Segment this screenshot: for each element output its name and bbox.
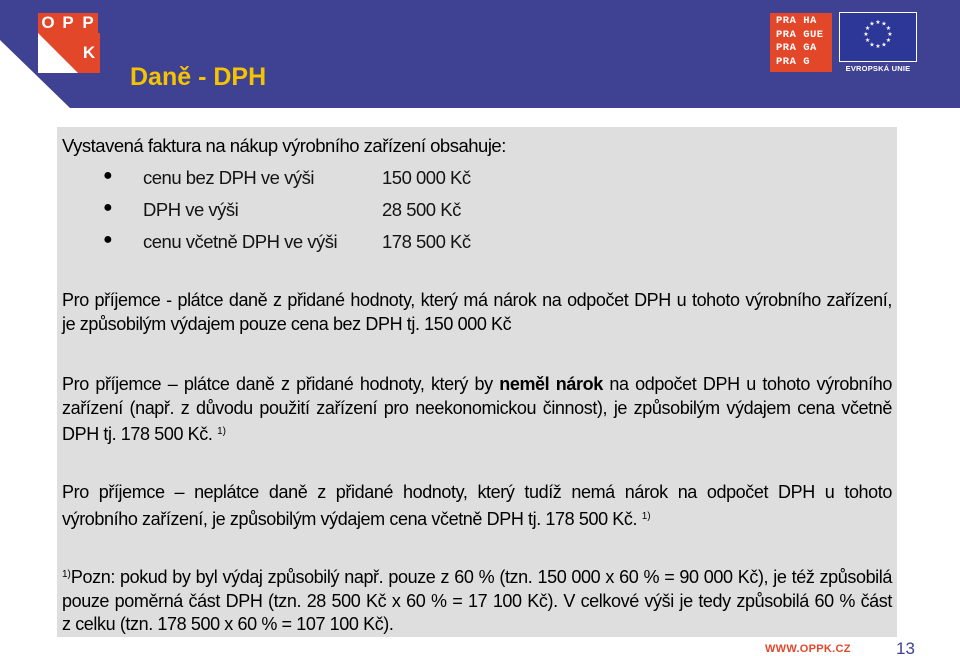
price-list xyxy=(57,167,657,263)
item-value: 178 500 Kč xyxy=(382,231,471,252)
paragraph-payer-without-deduction xyxy=(62,373,892,447)
footnote-line: z celku (tzn. 178 500 x 60 % = 107 100 Kč). xyxy=(62,614,394,634)
svg-text:★: ★ xyxy=(881,41,887,49)
paragraph-line: Pro příjemce – neplátce daně z přidané hodnoty, který tudíž nemá nárok na odpočet DPH u tohoto xyxy=(62,482,892,502)
paragraph-line: zařízení (např. z důvodu použití zařízení pro neekonomickou činnost), je způsobilým výdajem cena včetně xyxy=(62,397,892,418)
bullet-icon: ● xyxy=(103,199,113,216)
slide-header xyxy=(0,0,960,108)
eu-flag-icon xyxy=(839,12,917,62)
svg-text:★: ★ xyxy=(864,25,871,32)
paragraph-payer-with-deduction xyxy=(62,289,892,336)
emphasis-text: neměl nárok xyxy=(499,374,603,394)
footnote-marker: 1) xyxy=(62,569,71,580)
svg-text:★: ★ xyxy=(864,37,871,44)
item-value: 150 000 Kč xyxy=(382,167,471,188)
footnote xyxy=(62,563,892,637)
paragraph-text: Pro příjemce – plátce daně z přidané hodnoty, který by xyxy=(62,374,500,394)
list-item xyxy=(57,167,657,199)
oppk-letter: K xyxy=(78,33,100,73)
svg-text:★: ★ xyxy=(885,25,892,32)
oppk-letter: O xyxy=(38,13,58,33)
footer-url-link[interactable]: WWW.OPPK.CZ xyxy=(765,643,851,655)
eu-logo xyxy=(839,12,917,74)
eu-label: EVROPSKÁ UNIE xyxy=(845,64,911,73)
paragraph-text: na odpočet DPH u tohoto výrobního xyxy=(602,374,892,394)
footnote-reference: 1) xyxy=(217,426,226,437)
footnote-line xyxy=(62,563,892,590)
paragraph-line: je způsobilým výdajem pouze cena bez DPH tj. 150 000 Kč xyxy=(62,313,512,334)
item-label: DPH ve výši xyxy=(143,199,239,220)
svg-text:★: ★ xyxy=(887,31,893,38)
bullet-icon: ● xyxy=(103,167,113,184)
footnote-line: pouze poměrná část DPH (tzn. 28 500 Kč x 60 % = 17 100 Kč). V celkové výši je tedy způsobilá 60 % část xyxy=(62,590,892,611)
praha-logo-line: PRA GUE xyxy=(776,28,824,41)
paragraph-text: výrobního zařízení, je způsobilým výdajem cena včetně DPH tj. 178 500 Kč. xyxy=(62,508,638,529)
praha-logo xyxy=(770,13,832,72)
paragraph-line xyxy=(62,373,892,397)
item-label: cenu bez DPH ve výši xyxy=(143,167,314,188)
oppk-letter: P xyxy=(58,13,78,33)
list-item xyxy=(57,199,657,231)
item-value: 28 500 Kč xyxy=(382,199,461,220)
praha-logo-line: PRA HA xyxy=(776,15,817,27)
svg-text:★: ★ xyxy=(875,43,881,50)
eu-stars-icon xyxy=(840,13,916,61)
bullet-icon: ● xyxy=(103,231,113,248)
page-number: 13 xyxy=(896,639,915,656)
content-box xyxy=(57,127,897,637)
oppk-logo-corner xyxy=(38,33,78,73)
intro-text: Vystavená faktura na nákup výrobního zařízení obsahuje: xyxy=(62,135,506,156)
paragraph-line xyxy=(62,420,892,447)
footnote-reference: 1) xyxy=(641,510,651,522)
svg-text:★: ★ xyxy=(881,20,887,28)
oppk-letter: P xyxy=(78,13,98,33)
praha-logo-line: PRA GA xyxy=(776,42,817,55)
footnote-text: Pozn: pokud by byl výdaj způsobilý např. pouze z 60 % (tzn. 150 000 x 60 % = 90 000 Kč), je též způsobilá xyxy=(70,567,892,587)
list-item xyxy=(57,231,657,263)
svg-text:★: ★ xyxy=(875,19,881,26)
paragraph-text: DPH tj. 178 500 Kč. xyxy=(62,424,213,444)
svg-text:★: ★ xyxy=(885,37,892,44)
svg-text:★: ★ xyxy=(869,20,875,28)
oppk-logo xyxy=(38,13,100,73)
item-label: cenu včetně DPH ve výši xyxy=(143,231,338,252)
paragraph-line xyxy=(62,505,892,532)
page-title: Daně - DPH xyxy=(130,63,267,91)
paragraph-non-payer xyxy=(62,481,892,531)
svg-text:★: ★ xyxy=(869,41,875,49)
svg-text:★: ★ xyxy=(863,31,869,38)
praha-logo-line: PRA G xyxy=(776,55,811,68)
paragraph-line: Pro příjemce - plátce daně z přidané hodnoty, který má nárok na odpočet DPH u tohoto výrobního zařízení, xyxy=(62,290,892,310)
